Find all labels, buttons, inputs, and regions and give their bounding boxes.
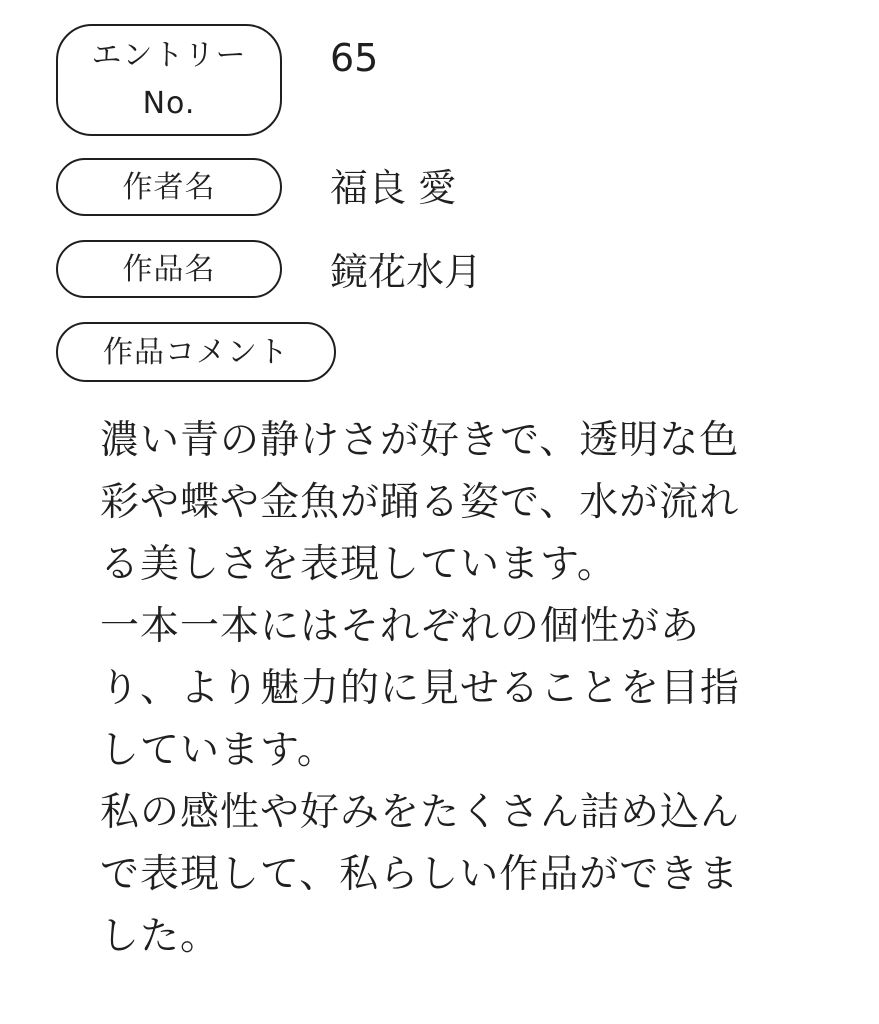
work-comment-body — [100, 410, 800, 968]
work-title-label: 作品名 — [56, 240, 282, 298]
work-title-value: 鏡花水月 — [330, 250, 483, 294]
entry-number-label-line2: No. — [142, 86, 196, 121]
comment-line: り、より魅力的に見せることを目指 — [100, 666, 741, 711]
entry-number-label — [56, 24, 282, 136]
work-comment-label: 作品コメント — [56, 322, 336, 382]
comment-line: 彩や蝶や金魚が踊る姿で、水が流れ — [100, 480, 740, 525]
author-name-label: 作者名 — [56, 158, 282, 216]
comment-line: 濃い青の静けさが好きで、透明な色 — [100, 418, 740, 463]
comment-line: しています。 — [100, 728, 337, 773]
comment-line: で表現して、私らしい作品ができま — [100, 852, 740, 897]
comment-line: 私の感性や好みをたくさん詰め込ん — [100, 790, 741, 835]
comment-line: した。 — [100, 914, 221, 959]
author-name-value: 福良 愛 — [330, 166, 457, 210]
entry-number-value: 65 — [330, 36, 379, 80]
entry-number-label-line1: エントリー — [91, 38, 247, 73]
comment-line: る美しさを表現しています。 — [100, 542, 617, 587]
comment-line: 一本一本にはそれぞれの個性があ — [100, 604, 701, 649]
